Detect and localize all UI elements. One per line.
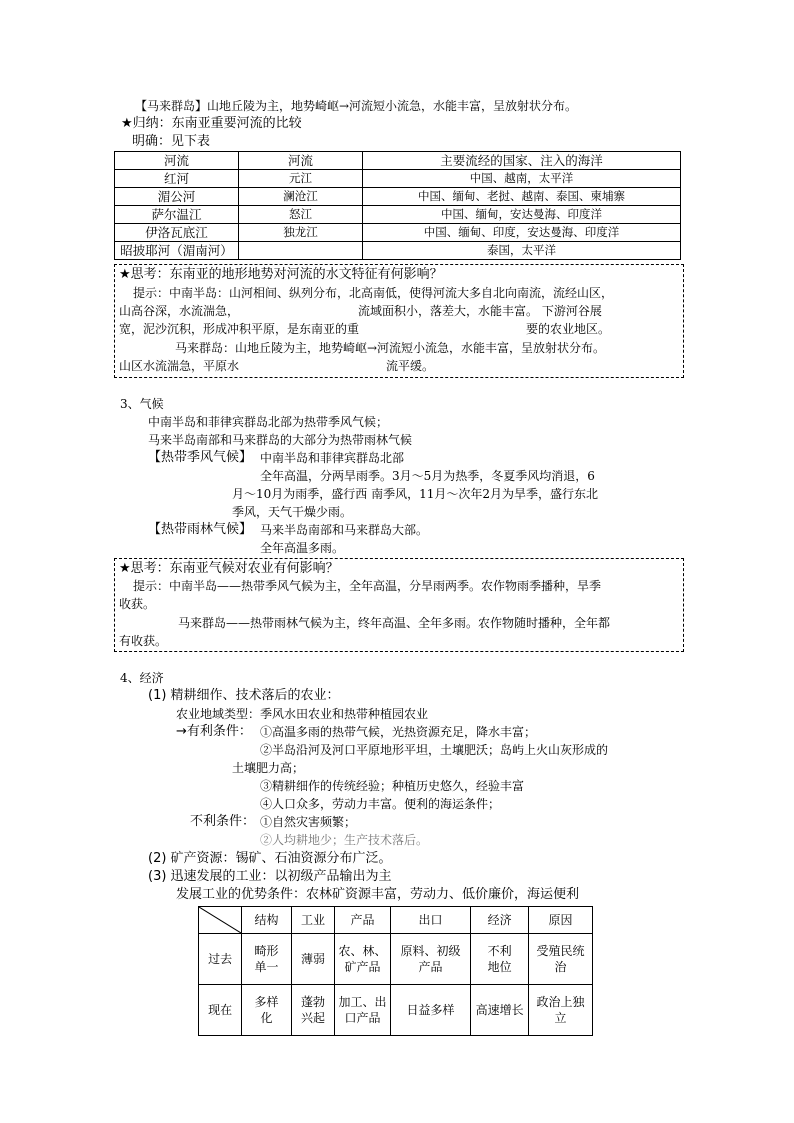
river-comparison-table bbox=[114, 151, 681, 260]
hint-line: 流域面积小，落差大，水能丰富。 下游河谷展 bbox=[358, 304, 602, 318]
monsoon-desc: 季风，天气干燥少雨。 bbox=[232, 505, 353, 519]
table-cell: 高速增长 bbox=[471, 985, 529, 1036]
think-question: ★思考：东南亚气候对农业有何影响？ bbox=[119, 561, 339, 576]
table-row bbox=[199, 985, 593, 1036]
summary-title: ★归纳：东南亚重要河流的比较 bbox=[121, 116, 302, 131]
table-row bbox=[115, 206, 681, 224]
table-cell: 畸形单一 bbox=[242, 934, 292, 985]
header-cell: 原因 bbox=[529, 907, 593, 934]
favorable-item: ③精耕细作的传统经验；种植历史悠久，经验丰富 bbox=[260, 779, 525, 793]
agriculture-type: 农业地域类型：季风水田农业和热带种植园农业 bbox=[176, 707, 429, 721]
table-cell: 原料、初级产品 bbox=[390, 934, 470, 985]
table-cell: 加工、出口产品 bbox=[335, 985, 391, 1036]
header-cell: 经济 bbox=[471, 907, 529, 934]
table-row bbox=[115, 188, 681, 206]
favorable-item: 土壤肥力高； bbox=[232, 761, 305, 775]
row-label: 过去 bbox=[199, 934, 242, 985]
favorable-item: ①高温多雨的热带气候，光热资源充足，降水丰富； bbox=[260, 725, 537, 739]
industry-comparison-table bbox=[198, 906, 593, 1036]
river-name: 昭披耶河（湄南河） bbox=[115, 242, 239, 260]
industry-line: (3) 迅速发展的工业：以初级产品输出为主 bbox=[148, 869, 392, 884]
header-cell: 主要流经的国家、注入的海洋 bbox=[363, 152, 681, 170]
table-row bbox=[115, 242, 681, 260]
river-name: 红河 bbox=[115, 170, 239, 188]
diagonal-line bbox=[199, 907, 241, 933]
hint-line: 山高谷深，水流湍急， bbox=[119, 304, 240, 318]
table-cell: 薄弱 bbox=[291, 934, 334, 985]
climate-line: 马来半岛南部和马来群岛的大部分为热带雨林气候 bbox=[148, 433, 413, 447]
table-cell: 不利地位 bbox=[471, 934, 529, 985]
hint-line: 要的农业地区。 bbox=[526, 322, 611, 336]
row-label: 现在 bbox=[199, 985, 242, 1036]
table-cell: 农、林、矿产品 bbox=[335, 934, 391, 985]
table-cell: 受殖民统治 bbox=[529, 934, 593, 985]
upper-name: 怒江 bbox=[239, 206, 363, 224]
header-cell: 出口 bbox=[390, 907, 470, 934]
countries-ocean: 中国、越南，太平洋 bbox=[363, 170, 681, 188]
favorable-label: →有利条件： bbox=[176, 724, 252, 739]
countries-ocean: 中国、缅甸、老挝、越南、泰国、柬埔寨 bbox=[363, 188, 681, 206]
table-row bbox=[115, 224, 681, 242]
table-cell: 日益多样 bbox=[390, 985, 470, 1036]
header-cell: 产品 bbox=[335, 907, 391, 934]
table-header-row bbox=[115, 152, 681, 170]
monsoon-label: 【热带季风气候】 bbox=[148, 450, 253, 465]
hint-line: 提示：中南半岛——热带季风气候为主，全年高温，分旱雨两季。农作物雨季播种，旱季 bbox=[133, 579, 602, 593]
river-name: 萨尔温江 bbox=[115, 206, 239, 224]
monsoon-desc: 月～10月为雨季，盛行西 南季风，11月～次年2月为旱季，盛行东北 bbox=[232, 487, 598, 501]
hint-line: 有收获。 bbox=[119, 634, 168, 648]
hint-line: 提示：中南半岛：山河相间、纵列分布，北高南低，使得河流大多自北向南流，流经山区， bbox=[133, 286, 614, 300]
upper-name: 元江 bbox=[239, 170, 363, 188]
think-question: ★思考：东南亚的地形地势对河流的水文特征有何影响？ bbox=[119, 267, 443, 282]
upper-name: 澜沧江 bbox=[239, 188, 363, 206]
header-cell: 工业 bbox=[291, 907, 334, 934]
countries-ocean: 中国、缅甸、印度，安达曼海、印度洋 bbox=[363, 224, 681, 242]
rainforest-region: 马来半岛南部和马来群岛大部。 bbox=[260, 523, 429, 537]
upper-name bbox=[239, 242, 363, 260]
table-cell: 政治上独立 bbox=[529, 985, 593, 1036]
hint-line: 宽，泥沙沉积，形成冲积平原，是东南亚的重 bbox=[119, 322, 360, 336]
hint-line: 收获。 bbox=[119, 597, 156, 611]
river-name: 伊洛瓦底江 bbox=[115, 224, 239, 242]
diagonal-header-cell bbox=[199, 907, 242, 934]
header-cell: 结构 bbox=[242, 907, 292, 934]
monsoon-region: 中南半岛和菲律宾群岛北部 bbox=[260, 451, 405, 465]
table-row bbox=[115, 170, 681, 188]
header-cell: 河流 bbox=[115, 152, 239, 170]
malay-intro: 【马来群岛】山地丘陵为主，地势崎岖→河流短小流急，水能丰富，呈放射状分布。 bbox=[135, 99, 578, 113]
table-header-row bbox=[199, 907, 593, 934]
section-heading-economy: 4、经济 bbox=[120, 671, 164, 685]
table-row bbox=[199, 934, 593, 985]
header-cell: 河流 bbox=[239, 152, 363, 170]
see-table-note: 明确：见下表 bbox=[132, 134, 211, 149]
upper-name: 独龙江 bbox=[239, 224, 363, 242]
rainforest-desc: 全年高温多雨。 bbox=[260, 541, 345, 555]
countries-ocean: 中国、缅甸，安达曼海、印度洋 bbox=[363, 206, 681, 224]
hint-line: 马来群岛——热带雨林气候为主，终年高温、全年多雨。农作物随时播种，全年都 bbox=[178, 616, 611, 630]
unfavorable-item: ②人均耕地少；生产技术落后。 bbox=[260, 833, 429, 847]
section-heading-climate: 3、气候 bbox=[120, 397, 164, 411]
monsoon-desc: 全年高温，分两旱雨季。3月～5月为热季，冬夏季风均消退，6 bbox=[260, 469, 595, 483]
favorable-item: ④人口众多，劳动力丰富。便利的海运条件； bbox=[260, 797, 501, 811]
table-cell: 多样化 bbox=[242, 985, 292, 1036]
favorable-item: ②半岛沿河及河口平原地形平坦，土壤肥沃；岛屿上火山灰形成的 bbox=[260, 743, 609, 757]
agriculture-title: (1) 精耕细作、技术落后的农业： bbox=[148, 688, 340, 703]
hint-line: 流平缓。 bbox=[386, 359, 435, 373]
climate-line: 中南半岛和菲律宾群岛北部为热带季风气候； bbox=[148, 415, 389, 429]
rainforest-label: 【热带雨林气候】 bbox=[148, 522, 253, 537]
countries-ocean: 泰国，太平洋 bbox=[363, 242, 681, 260]
unfavorable-item: ①自然灾害频繁； bbox=[260, 815, 357, 829]
mineral-line: (2) 矿产资源：锡矿、石油资源分布广泛。 bbox=[148, 851, 392, 866]
industry-advantages: 发展工业的优势条件：农林矿资源丰富，劳动力、低价廉价，海运便利 bbox=[176, 887, 580, 902]
unfavorable-label: 不利条件： bbox=[190, 814, 256, 829]
river-name: 湄公河 bbox=[115, 188, 239, 206]
hint-line: 马来群岛：山地丘陵为主，地势崎岖→河流短小流急，水能丰富，呈放射状分布。 bbox=[175, 341, 606, 355]
hint-line: 山区水流湍急，平原水 bbox=[119, 359, 240, 373]
table-cell: 蓬勃兴起 bbox=[291, 985, 334, 1036]
